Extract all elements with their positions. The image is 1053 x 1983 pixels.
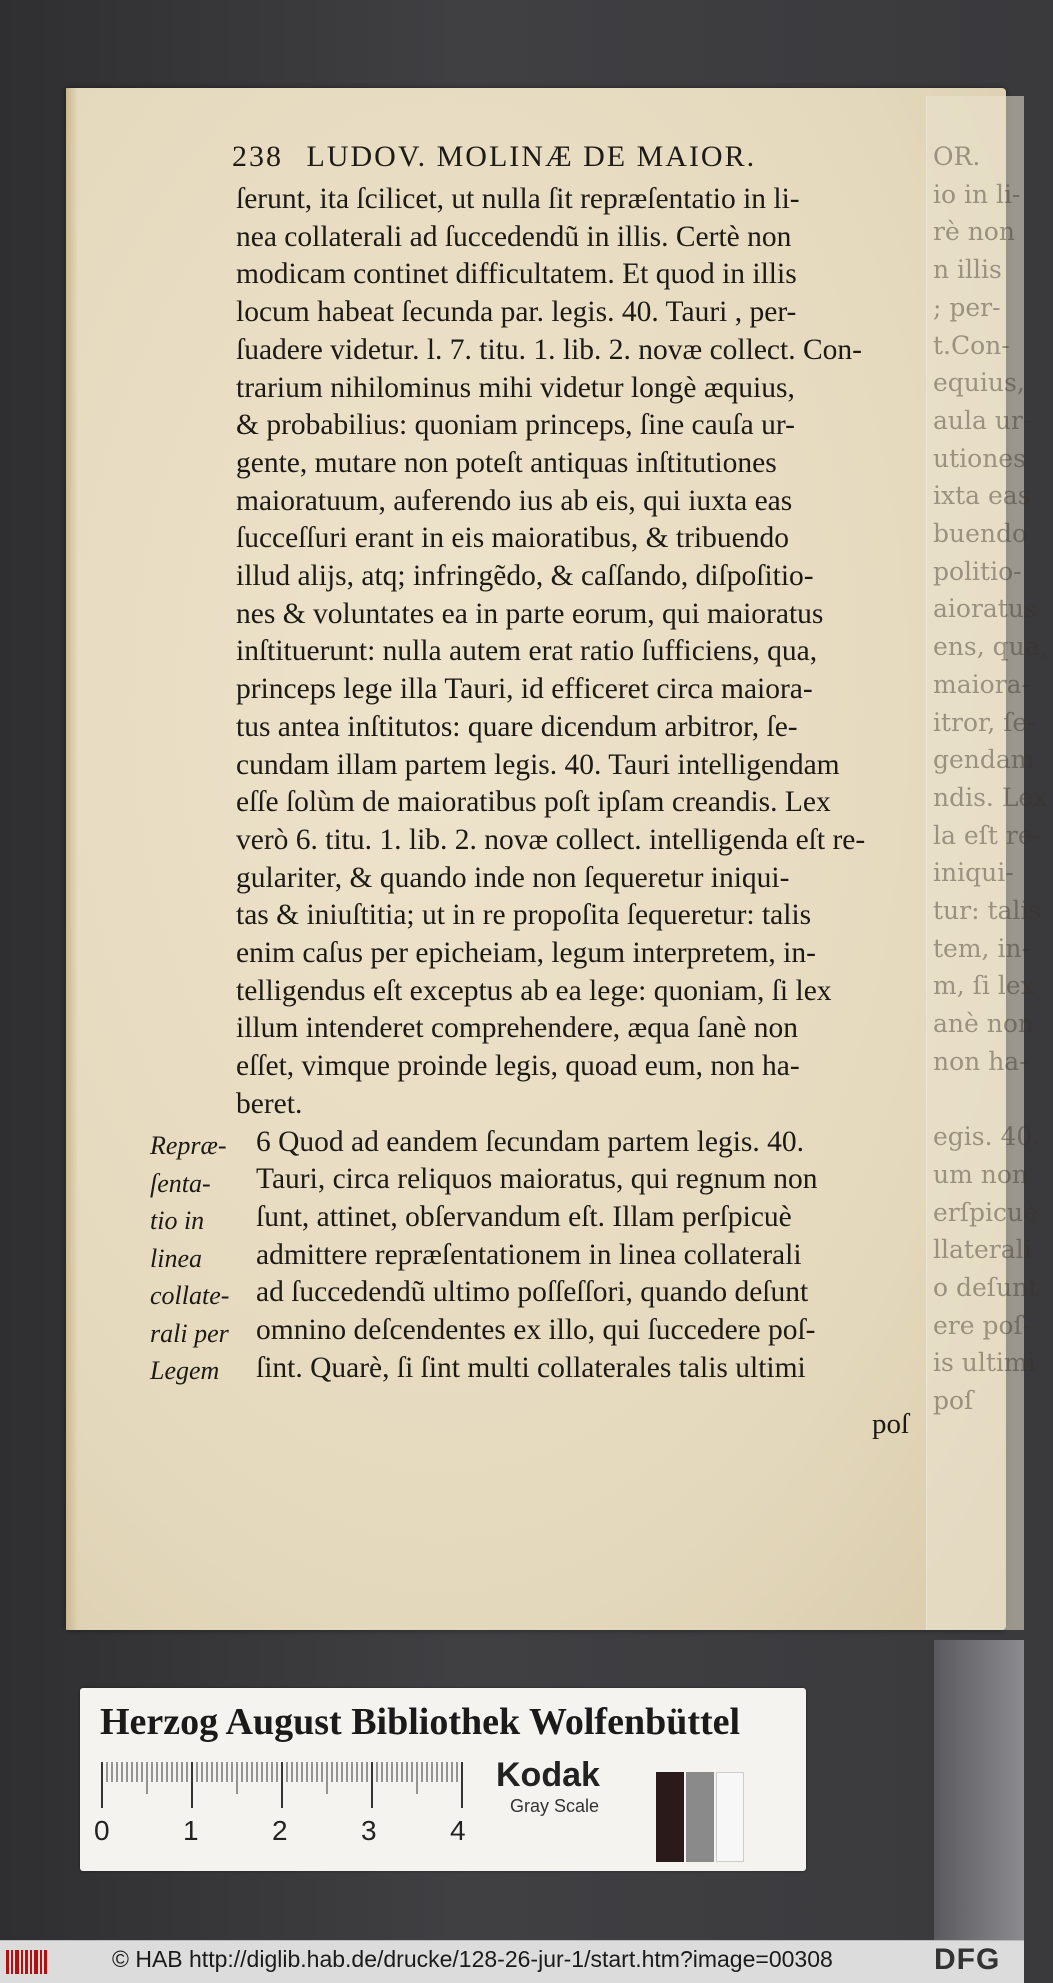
show-through-text: non ha- — [933, 1046, 1028, 1076]
show-through-text: la eſt re- — [933, 820, 1042, 850]
page-number: 238 — [232, 140, 283, 173]
scale-ruler — [100, 1760, 470, 1810]
text-line: & probabilius: quoniam princeps, ſine cauſa ur- — [236, 409, 795, 442]
show-through-text: equius, — [933, 368, 1025, 398]
show-through-text: aula ur- — [933, 405, 1032, 435]
text-line: ſunt, attinet, obſervandum eſt. Illam perſpicuè — [256, 1200, 792, 1233]
show-through-strip — [926, 96, 1048, 1630]
kodak-logo-text: Kodak — [496, 1756, 600, 1794]
hab-barcode-logo-icon — [6, 1948, 48, 1976]
text-line: tas & iniuſtitia; ut in re propoſita ſequeretur: talis — [236, 899, 812, 932]
running-head — [232, 140, 932, 180]
show-through-text: utiones — [933, 443, 1026, 473]
running-title: LUDOV. MOLINÆ DE MAIOR. — [306, 140, 757, 173]
text-line: 6 Quod ad eandem ſecundam partem legis. 40. — [256, 1125, 805, 1158]
marginal-note-line: ſenta- — [150, 1168, 211, 1198]
text-line: ad ſuccedendũ ultimo poſſeſſori, quando deſunt — [256, 1276, 809, 1309]
show-through-text: rè non — [933, 217, 1015, 247]
text-line: princeps lege illa Tauri, id efficeret circa maiora- — [236, 673, 813, 706]
text-line: inſtituerunt: nulla autem erat ratio ſufficiens, qua, — [236, 635, 818, 668]
show-through-text: ; per- — [933, 292, 1001, 322]
text-line: eſſet, vimque proinde legis, quoad eum, non ha- — [236, 1050, 800, 1083]
gray-scale-caption: Gray Scale — [510, 1796, 600, 1816]
show-through-text: ixta eas — [933, 481, 1031, 511]
show-through-text: llaterali — [933, 1235, 1032, 1265]
show-through-text: aioratus — [933, 594, 1037, 624]
text-line: eſſe ſolùm de maioratibus poſt ipſam creandis. Lex — [236, 786, 831, 819]
source-url[interactable]: © HAB http://diglib.hab.de/drucke/128-26-jur-1/start.htm?image=00308 — [112, 1946, 833, 1972]
marginal-note-line: collate- — [150, 1281, 230, 1310]
text-line: Tauri, circa reliquos maioratus, qui regnum non — [256, 1163, 818, 1196]
text-line: telligendus eſt exceptus ab ea lege: quoniam, ſi lex — [236, 974, 832, 1007]
marginal-note-line: Legem — [150, 1356, 220, 1385]
show-through-text: erſpicuè — [933, 1197, 1038, 1227]
library-name: Herzog August Bibliothek Wolfenbüttel — [100, 1701, 741, 1743]
text-line: locum habeat ſecunda par. legis. 40. Tauri , per- — [236, 296, 797, 329]
show-through-text: buendo — [933, 519, 1028, 548]
ruler-number: 1 — [183, 1815, 199, 1846]
show-through-text: gendam — [933, 745, 1035, 775]
page-edge-shadow — [66, 88, 78, 1630]
text-line: ſuadere videtur. l. 7. titu. 1. lib. 2. novæ collect. Con- — [236, 333, 862, 366]
gray-swatch-light — [716, 1772, 744, 1862]
text-line: maioratuum, auferendo ius ab eis, qui iuxta eas — [236, 484, 793, 517]
show-through-text: tem, in- — [933, 933, 1030, 963]
show-through-text: ens, qua, — [933, 632, 1048, 662]
show-through-text: tur: talis — [933, 896, 1042, 925]
text-line: illud alijs, atq; infringẽdo, & caſſando, diſpoſitio- — [236, 560, 814, 592]
text-line: omnino deſcendentes ex illo, qui ſuccedere poſ- — [256, 1314, 816, 1346]
text-line: gente, mutare non poteſt antiquas inſtitutiones — [236, 446, 777, 479]
show-through-text: n illis — [933, 255, 1002, 285]
show-through-text: io in li- — [933, 179, 1021, 209]
catchword: poſ — [872, 1408, 910, 1440]
show-through-text: maiora- — [933, 669, 1030, 699]
marginal-note-line: Repræ- — [150, 1131, 227, 1160]
text-line: illum intenderet comprehendere, æqua ſanè non — [236, 1012, 798, 1045]
show-through-text: ndis. Lex — [933, 782, 1048, 812]
show-through-text: t.Con- — [933, 330, 1010, 360]
show-through-text: is ultimi — [933, 1348, 1036, 1378]
marginal-note-line: rali per — [150, 1318, 229, 1348]
text-line: nea collaterali ad ſuccedendũ in illis. Certè non — [236, 220, 792, 253]
text-line: verò 6. titu. 1. lib. 2. novæ collect. intelligenda eſt re- — [236, 823, 866, 856]
gray-swatch-mid — [686, 1772, 714, 1862]
dfg-logo-text: DFG — [934, 1943, 1001, 1976]
show-through-text: egis. 40. — [933, 1122, 1041, 1152]
show-through-text: anè non — [933, 1009, 1035, 1039]
ruler-number: 4 — [450, 1815, 466, 1846]
text-line: ſint. Quarè, ſi ſint multi collaterales talis ultimi — [256, 1351, 806, 1384]
text-line: trarium nihilominus mihi videtur longè æquius, — [236, 371, 795, 404]
text-line: modicam continet difficultatem. Et quod in illis — [236, 258, 797, 291]
text-line: nes & voluntates ea in parte eorum, qui maioratus — [236, 597, 824, 630]
text-line: enim caſus per epicheiam, legum interpretem, in- — [236, 937, 816, 969]
text-line: admittere repræſentationem in linea collaterali — [256, 1238, 802, 1271]
text-line: gulariter, & quando inde non ſequeretur iniqui- — [236, 861, 790, 894]
gray-swatch-dark — [656, 1772, 684, 1862]
ruler-number: 3 — [361, 1815, 377, 1846]
show-through-text: OR. — [933, 142, 981, 171]
text-line: ſerunt, ita ſcilicet, ut nulla ſit repræſentatio in li- — [236, 183, 800, 215]
show-through-text: iniqui- — [933, 858, 1014, 888]
show-through-text: m, ſi lex — [933, 971, 1035, 1001]
text-line: beret. — [236, 1087, 303, 1120]
text-line: cundam illam partem legis. 40. Tauri intelligendam — [236, 748, 840, 781]
show-through-text: itror, ſe- — [933, 707, 1036, 737]
marginal-note-line: linea — [150, 1243, 202, 1273]
show-through-text: poſ — [933, 1386, 974, 1416]
show-through-text: ere poſ- — [933, 1310, 1032, 1340]
text-line: tus antea inſtitutos: quare dicendum arbitror, ſe- — [236, 710, 798, 743]
show-through-text: politio- — [933, 556, 1022, 586]
scanner-edge — [934, 1640, 1024, 1940]
ruler-number: 2 — [272, 1815, 288, 1846]
show-through-text: o deſunt — [933, 1273, 1039, 1302]
text-line: ſucceſſuri erant in eis maioratibus, & tribuendo — [236, 522, 789, 555]
show-through-text: um non — [933, 1159, 1029, 1189]
marginal-note-line: tio in — [150, 1206, 205, 1235]
ruler-number: 0 — [94, 1815, 110, 1846]
